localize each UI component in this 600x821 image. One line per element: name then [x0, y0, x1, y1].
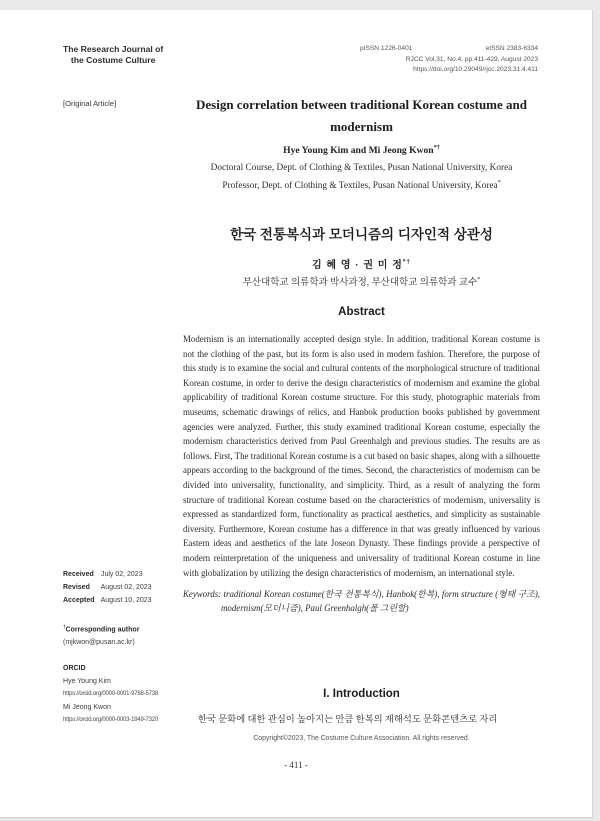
received-label: Received	[63, 571, 94, 578]
doi-link: https://doi.org/10.29049/rjcc.2023.31.4.411	[413, 66, 538, 73]
orcid-author-2: Mi Jeong Kwon	[63, 704, 111, 712]
accepted-date: August 10, 2023	[100, 597, 152, 604]
authors-ko-sup: *†	[402, 258, 412, 266]
abstract-text: Modernism is an internationally accepted design style. In addition, traditional Korean costume is not the clothing of the past, but its form is also used in modern fashion. Therefore, the purpose of this study is to examine the social and cultural contents of the morphological structure of traditional Korean costume, in order to derive the design characteristics of modernism and examine the global applicability of traditional Korean costume structure. For this study, photographic materials from museums, schematic drawings of relics, and Hanbok production books published by government agencies were analyzed. Further, this study examined traditional Korean costume, especially the modernism characteristics derived from Paul Greenhalgh and previous studies. The results are as follows. First, The traditional Korean costume is a cut based on basic shapes, along with a silhouette appears according to the background of the times. Second, the characteristics of modernism can be divided into universality, functionality, and simplicity. Third, as a result of analyzing the form structure of traditional Korean costume based on the characteristics of modernism, universality is expressed as standardized form, functionality as practical aesthetics, and simplicity as sustainable diversity. Furthermore, Korean costume has a difference in that was greatly influenced by various Eastern ideas and aesthetics of the late Joseon Dynasty. These findings provide a perspective of modern reinterpretation of the uniqueness and universality of traditional Korean costume in line with globalization by utilizing the design characteristics of modernism, an international style.	[183, 334, 540, 578]
authors-en	[183, 144, 540, 156]
accepted-row	[63, 594, 181, 607]
affiliations-en	[183, 161, 540, 194]
corresponding-author-block	[63, 620, 181, 649]
article-type-label: [Original Article]	[63, 99, 117, 108]
article-meta-sidebar	[63, 568, 181, 727]
copyright-notice: Copyright©2023, The Costume Culture Association. All rights reserved.	[253, 735, 470, 742]
affiliation-1: Doctoral Course, Dept. of Clothing & Textiles, Pusan National University, Korea	[210, 163, 513, 173]
abstract-heading: Abstract	[338, 306, 385, 318]
issn-row	[360, 44, 538, 55]
revised-row	[63, 581, 181, 594]
received-date: July 02, 2023	[100, 571, 143, 578]
volume-info: RJCC Vol.31, No.4, pp.411-429, August 2023	[405, 55, 538, 63]
abstract-section	[183, 332, 540, 615]
eissn: eISSN 2383-6334	[485, 45, 538, 52]
pissn: pISSN 1226-0401	[360, 45, 413, 52]
affiliation-ko-sup: *	[477, 276, 481, 283]
revised-date: August 02, 2023	[100, 584, 152, 591]
paper-title-ko: 한국 전통복식과 모더니즘의 디자인적 상관성	[230, 227, 493, 242]
authors-en-sup: *†	[433, 144, 440, 151]
issn-block	[360, 44, 538, 76]
orcid-url-1: https://orcid.org/0000-0001-9788-5738	[63, 691, 159, 698]
affiliation-2-sup: *	[497, 180, 501, 186]
section-heading-introduction: I. Introduction	[323, 688, 400, 700]
paper-page	[0, 10, 593, 818]
corresponding-author-email: (mjkwon@pusan.ac.kr)	[63, 639, 135, 647]
page-header	[63, 44, 538, 76]
journal-name-line2: the Costume Culture	[70, 55, 156, 65]
introduction-text: 한국 문화에 대한 관심이 높아지는 만큼 한복의 재해석도 문화콘텐츠로 자리	[198, 715, 498, 725]
orcid-block	[63, 662, 181, 727]
keywords	[183, 587, 540, 615]
paper-title-en: Design correlation between traditional Korean costume and modernism	[196, 97, 527, 134]
accepted-label: Accepted	[63, 597, 95, 604]
orcid-author-1: Hye Young Kim	[63, 678, 111, 686]
authors-en-names: Hye Young Kim and Mi Jeong Kwon	[283, 145, 434, 157]
authors-ko: 김 혜 영 · 권 미 정*†	[311, 258, 412, 271]
keywords-label: Keywords:	[183, 589, 222, 600]
orcid-url-2: https://orcid.org/0000-0003-1949-7320	[63, 717, 159, 724]
journal-name-line1: The Research Journal of	[63, 44, 164, 54]
journal-name	[63, 44, 163, 76]
affiliation-2: Professor, Dept. of Clothing & Textiles, Pusan National University, Korea*	[222, 180, 501, 192]
keywords-text: traditional Korean costume(한국 전통복식), Hanbok(한복), form structure (형태 구조), modernism(모더니즘), Paul Greenhalgh(폴 그린할)	[221, 589, 540, 614]
page-number: - 411 -	[284, 760, 308, 770]
affiliation-ko: 부산대학교 의류학과 박사과정, 부산대학교 의류학과 교수*	[242, 276, 481, 288]
orcid-label: ORCID	[63, 665, 86, 673]
revised-label: Revised	[63, 584, 90, 591]
corresponding-author-label: †Corresponding author	[63, 624, 140, 634]
received-row	[63, 568, 181, 581]
